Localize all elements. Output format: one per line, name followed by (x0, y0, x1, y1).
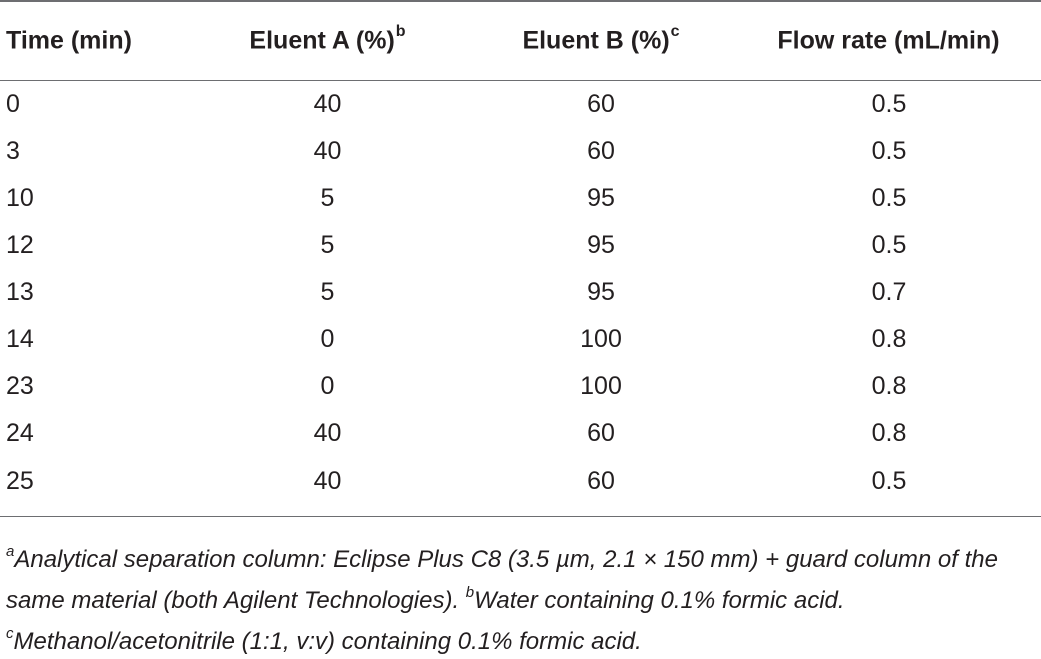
cell-flow-rate: 0.5 (737, 457, 1041, 517)
footnote-a-text: Analytical separation column: Eclipse Plus C8 (3.5 µm, 2.1 × 150 mm) + guard column of the same material (both Agilent Technologies). (6, 546, 998, 614)
table-row (0, 457, 1041, 517)
table-footnote (6, 536, 1036, 659)
cell-eluent-a: 5 (320, 184, 335, 212)
cell-flow-rate: 0.5 (871, 231, 907, 259)
header-time: Time (min) (0, 1, 190, 81)
header-eluent-a: Eluent A (%)$^b$ (190, 1, 465, 81)
table-body (0, 81, 1041, 517)
cell-time: 25 (0, 457, 190, 517)
cell-flow-rate: 0.5 (871, 137, 907, 165)
cell-eluent-a: 5 (320, 231, 335, 259)
table-row (0, 81, 1041, 129)
footnote-mark-a: a (6, 543, 15, 560)
footnote-b-text: Water containing 0.1% formic acid. (474, 587, 845, 614)
cell-eluent-b: 60 (465, 457, 737, 517)
cell-eluent-a: 5 (320, 278, 335, 306)
cell-eluent-a: 0 (320, 372, 335, 400)
cell-flow-rate: 0.5 (871, 90, 907, 118)
cell-flow-rate: 0.5 (871, 184, 907, 212)
footnote-mark-b: b (465, 584, 475, 601)
cell-time: 12 (6, 231, 34, 259)
cell-time: 10 (6, 184, 34, 212)
cell-flow-rate: 0.8 (871, 372, 907, 400)
cell-time: 3 (6, 137, 20, 165)
table-row (0, 175, 1041, 222)
table-row (0, 269, 1041, 316)
table-row (0, 222, 1041, 269)
cell-eluent-b: 100 (580, 372, 622, 400)
cell-eluent-b: 95 (587, 184, 615, 212)
header-eluent-b: Eluent B (%)$^c$ (465, 1, 737, 81)
cell-flow-rate: 0.7 (871, 278, 907, 306)
header-flow-rate: Flow rate (mL/min) (737, 1, 1041, 81)
table-row (0, 316, 1041, 363)
cell-flow-rate: 0.8 (871, 419, 907, 447)
cell-time: 24 (6, 419, 34, 447)
cell-eluent-a: 40 (313, 90, 342, 118)
cell-flow-rate: 0.8 (871, 325, 907, 353)
cell-eluent-b: 95 (587, 231, 615, 259)
cell-eluent-b: 60 (587, 419, 615, 447)
cell-eluent-b: 60 (587, 90, 615, 118)
cell-eluent-a: 40 (313, 419, 342, 447)
cell-eluent-a: 0 (320, 325, 335, 353)
cell-time: 0 (6, 90, 20, 118)
cell-time: 13 (6, 278, 34, 306)
cell-eluent-b: 95 (587, 278, 615, 306)
footnote-mark-c: c (6, 625, 14, 642)
table-row (0, 410, 1041, 457)
cell-time: 14 (6, 325, 34, 353)
footnote-c-text: Methanol/acetonitrile (1:1, v:v) containing 0.1% formic acid. (13, 628, 642, 655)
cell-time: 23 (6, 372, 34, 400)
table-header-row (0, 1, 1041, 81)
cell-eluent-a: 40 (190, 457, 465, 517)
table-row (0, 363, 1041, 410)
table-row (0, 128, 1041, 175)
cell-eluent-b: 60 (587, 137, 615, 165)
cell-eluent-b: 100 (580, 325, 622, 353)
cell-eluent-a: 40 (313, 137, 342, 165)
